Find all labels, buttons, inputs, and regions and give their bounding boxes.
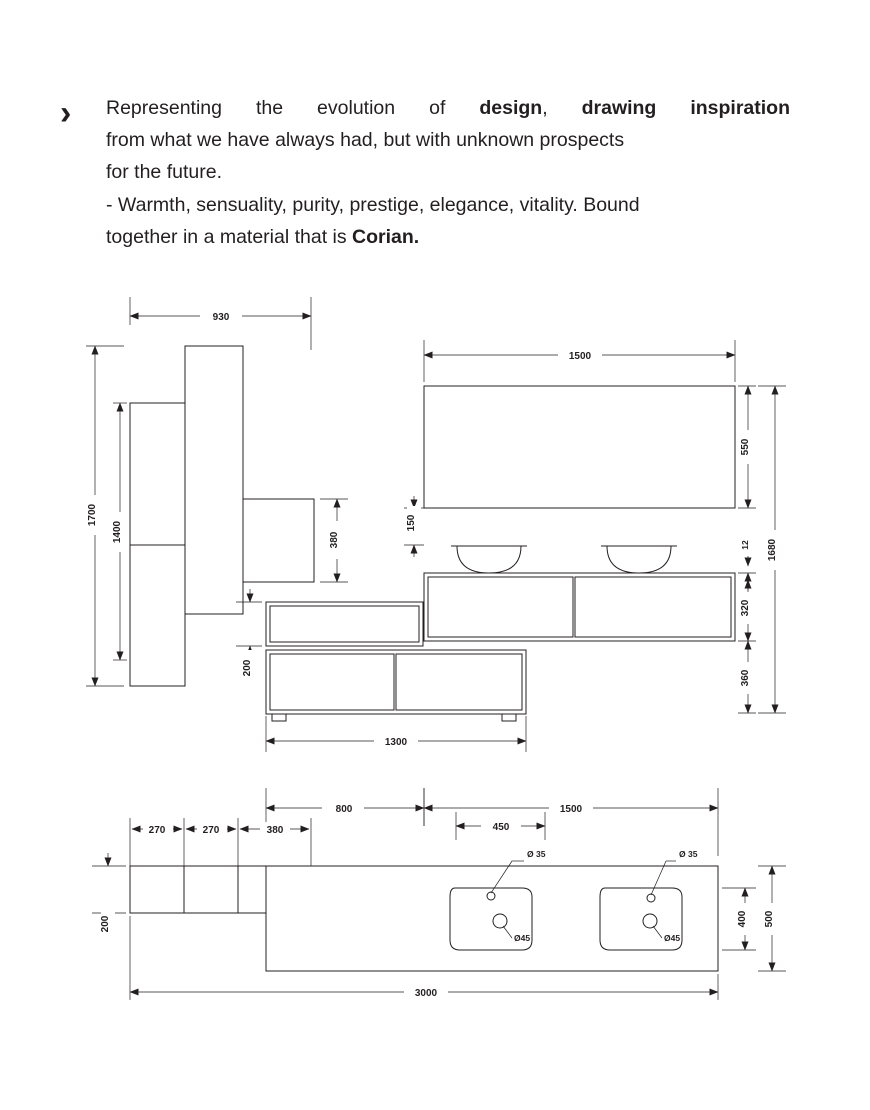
dim-150 xyxy=(404,496,424,557)
dim-1300-label: 1300 xyxy=(384,737,408,748)
dim-500-label: 500 xyxy=(764,910,775,928)
dim-800 xyxy=(266,788,424,826)
dim-150-label: 150 xyxy=(406,514,417,532)
dim-1400 xyxy=(112,403,127,660)
tall-panel xyxy=(185,346,243,614)
dim-270a-label: 270 xyxy=(148,825,166,836)
intro-line-4: - Warmth, sensuality, purity, prestige, elegance, vitality. Bound xyxy=(106,193,640,216)
elevation-view xyxy=(86,297,786,752)
plan-left-strip xyxy=(130,866,266,913)
dim-1400-label: 1400 xyxy=(112,520,123,544)
intro-line-3: for the future. xyxy=(106,161,222,184)
dim-550 xyxy=(738,386,756,508)
lower-drawer-left xyxy=(270,654,394,710)
mirror-panel xyxy=(424,386,735,508)
dim-12-label: 12 xyxy=(740,540,750,550)
vanity-drawer-left xyxy=(428,577,573,637)
hole-35-right-label: Ø 35 xyxy=(679,849,698,859)
chevron-right-icon: › xyxy=(60,94,72,132)
dim-400-label: 400 xyxy=(737,910,748,928)
dim-1300 xyxy=(266,716,526,752)
dim-270b-label: 270 xyxy=(202,825,220,836)
dim-200-elev-label: 200 xyxy=(242,659,253,677)
hole-35-left-label: Ø 35 xyxy=(527,849,546,859)
dim-380-label: 380 xyxy=(329,531,340,549)
cabinet-foot-right xyxy=(502,714,516,721)
dim-320-label: 320 xyxy=(740,599,751,617)
plan-view xyxy=(92,788,786,1000)
drain-45-left-label: Ø45 xyxy=(514,933,531,943)
basin-left-elevation xyxy=(457,546,521,573)
dim-930-label: 930 xyxy=(212,312,230,323)
dim-380-plan-label: 380 xyxy=(266,825,284,836)
intro-line-1-bold-design: design xyxy=(479,97,543,119)
dim-200-plan-label: 200 xyxy=(100,915,111,933)
drain-45-right-label: Ø45 xyxy=(664,933,681,943)
dim-1500-elev-label: 1500 xyxy=(568,351,592,362)
vanity-drawer-right xyxy=(575,577,731,637)
dim-450-label: 450 xyxy=(492,822,510,833)
countertop-plan xyxy=(266,866,718,971)
dim-380 xyxy=(320,499,348,582)
dim-1700-label: 1700 xyxy=(87,503,98,527)
dim-1500-elev xyxy=(424,340,735,382)
dim-3000-label: 3000 xyxy=(414,988,438,999)
dim-1680-label: 1680 xyxy=(767,538,778,562)
intro-line-1-bold-drawing: drawing inspiration xyxy=(581,97,790,119)
intro-line-2: from what we have always had, but with unknown prospects xyxy=(106,129,625,152)
dim-400 xyxy=(722,888,756,950)
dim-1500-plan xyxy=(424,788,718,856)
dim-550-label: 550 xyxy=(740,438,751,456)
dim-1680 xyxy=(758,386,786,713)
dim-chain-270-270-380 xyxy=(130,818,311,866)
cabinet-foot-left xyxy=(272,714,286,721)
lower-drawer-right xyxy=(396,654,522,710)
intro-line-1-a: Representing the evolution of xyxy=(106,97,480,119)
dim-1500-plan-label: 1500 xyxy=(559,804,583,815)
dim-360-label: 360 xyxy=(740,669,751,687)
shelf-unit-inner xyxy=(270,606,419,642)
basin-right-elevation xyxy=(607,546,671,573)
intro-line-1-c: , xyxy=(542,97,582,119)
dim-320 xyxy=(738,573,756,641)
dim-800-label: 800 xyxy=(335,804,353,815)
dim-450 xyxy=(456,812,545,840)
small-wall-box xyxy=(243,499,314,582)
dim-12 xyxy=(738,534,756,590)
dim-200-plan xyxy=(92,853,126,942)
dim-930 xyxy=(130,297,311,350)
dim-500 xyxy=(758,866,786,971)
intro-line-5-bold-corian: Corian. xyxy=(352,225,420,248)
dim-360 xyxy=(738,641,756,713)
intro-line-5-a: together in a material that is xyxy=(106,225,353,248)
